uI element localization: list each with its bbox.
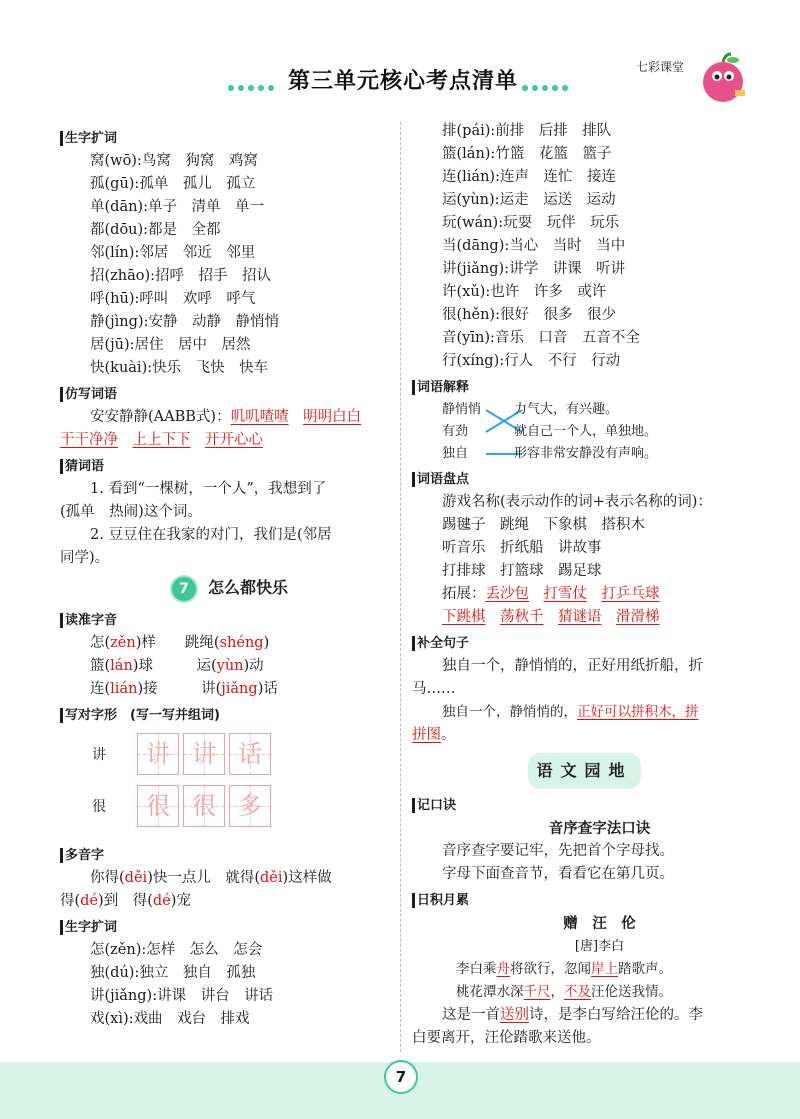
answer-word: 叽叽喳喳	[230, 409, 289, 425]
section-title: 多音字	[60, 845, 405, 867]
text: 运(	[196, 658, 217, 674]
tianzi-box: 多	[229, 785, 271, 827]
pinyin: děi	[124, 870, 148, 886]
pinyin: jiǎng	[221, 681, 258, 697]
pinyin: dé	[80, 893, 99, 909]
mnemonic-line: 音序查字要记牢，先把首个字母找。	[442, 843, 674, 859]
text: 将欲行，忽闻	[510, 961, 591, 977]
match-def: 力气大，有兴趣。	[514, 402, 619, 417]
pinyin: yùn	[216, 658, 244, 674]
guess-line: (孤单 热闹)这个词。	[60, 504, 202, 520]
text: )球	[132, 658, 153, 674]
text: )快一点儿 就得(	[147, 870, 261, 886]
section-title: 补全句子	[412, 633, 757, 655]
text: 跳绳(	[184, 635, 220, 651]
vocab-row: 许(xǔ):也许 许多 或许	[442, 284, 607, 300]
answer-text: 拼图	[412, 727, 441, 743]
games-ext-row	[412, 606, 757, 629]
apple-mascot-icon	[695, 50, 751, 106]
answer-word: 打雪仗	[543, 586, 587, 602]
garden-heading	[412, 753, 757, 789]
vocab-row: 邻(lín):邻居 邻近 邻里	[90, 245, 256, 261]
text: 诗，是李白写给汪伦的。李	[529, 1007, 703, 1023]
vocab-row: 招(zhāo):招呼 招手 招认	[90, 268, 272, 284]
text: 连(	[90, 681, 111, 697]
header-dots-left	[228, 76, 278, 84]
write-char: 很	[92, 799, 106, 815]
note-line	[412, 1004, 757, 1027]
vocab-row: 呼(hū):呼叫 欢呼 呼气	[90, 291, 256, 307]
text: 李白乘	[456, 961, 497, 977]
vocab-row: 讲(jiǎng):讲课 讲台 讲话	[90, 988, 274, 1004]
poem-line	[412, 958, 757, 981]
imitate-row-2	[60, 429, 405, 452]
games-row: 踢毽子 跳绳 下象棋 搭积木	[442, 517, 645, 533]
match-word: 独自	[442, 446, 469, 461]
section-title: 生字扩词	[60, 128, 405, 150]
write-subtitle: (写一写并组词)	[130, 708, 220, 723]
poem-title: 赠 汪 伦	[563, 915, 636, 932]
imitate-row-1	[60, 406, 405, 429]
header-dots-right	[522, 76, 572, 84]
section-title: 生字扩词	[60, 917, 405, 939]
text: 怎(	[90, 635, 111, 651]
answer-word: 干干净净	[60, 432, 118, 448]
note-line: 白要离开，汪伦踏歌来送他。	[412, 1030, 601, 1046]
vocab-row: 玩(wán):玩耍 玩伴 玩乐	[442, 215, 620, 231]
tianzi-box: 讲	[183, 733, 225, 775]
vocab-row: 窝(wō):鸟窝 狗窝 鸡窝	[90, 153, 258, 169]
tianzi-box: 很	[137, 785, 179, 827]
mnemonic-head: 音序查字法口诀	[548, 820, 651, 837]
lesson-title: 怎么都快乐	[208, 578, 289, 597]
vocab-row: 都(dōu):都是 全都	[90, 222, 221, 238]
poem-line	[412, 981, 757, 1004]
text: )	[263, 635, 270, 651]
vocab-row: 居(jū):居住 居中 居然	[90, 337, 251, 353]
section-title: 读准字音	[60, 610, 405, 632]
brand-label: 七彩课堂	[636, 60, 685, 74]
answer-word: 开开心心	[205, 432, 263, 448]
vocab-row: 快(kuài):快乐 飞快 快车	[90, 360, 269, 376]
text: 拓展：	[442, 586, 486, 602]
sentence-line	[412, 724, 757, 747]
vocab-row: 孤(gū):孤单 孤儿 孤立	[90, 176, 256, 192]
answer-text: 送别	[500, 1007, 529, 1023]
vocab-row: 排(pái):前排 后排 排队	[442, 123, 612, 139]
answer-text: 千尺	[523, 984, 551, 1000]
text: 汪伦送我情。	[591, 984, 672, 1000]
vocab-row: 独(dú):独立 独自 孤独	[90, 965, 256, 981]
sentence-line: 独自一个，静悄悄的，正好用纸折船，折	[442, 658, 703, 674]
answer-word: 打乒乓球	[601, 586, 660, 602]
vocab-row: 篮(lán):竹篮 花篮 篮子	[442, 146, 612, 162]
pinyin: děi	[260, 870, 283, 886]
tianzi-box: 很	[183, 785, 225, 827]
pron-row	[60, 632, 405, 655]
pron-row	[60, 678, 405, 701]
vocab-row: 运(yùn):运走 运送 运动	[442, 192, 616, 208]
right-column	[412, 120, 757, 1050]
text: )接	[137, 681, 158, 697]
match-word: 静悄悄	[442, 402, 482, 417]
match-left	[442, 399, 481, 465]
section-title: 词语盘点	[412, 469, 757, 491]
matching-exercise	[412, 399, 757, 465]
write-char: 讲	[92, 747, 106, 763]
answer-word: 滑滑梯	[616, 609, 660, 625]
pinyin: dé	[152, 893, 171, 909]
section-title: 记口诀	[412, 795, 757, 817]
poly-row	[60, 867, 405, 890]
section-title: 猜词语	[60, 456, 405, 478]
text: 得(	[60, 893, 81, 909]
answer-text: 正好可以拼积木，拼	[577, 704, 699, 720]
vocab-row: 戏(xì):戏曲 戏台 排戏	[90, 1011, 250, 1027]
guess-line: 1. 看到“一棵树，一个人”，我想到了	[90, 481, 327, 497]
text: 踏歌声。	[618, 961, 672, 977]
match-word: 有劲	[442, 424, 469, 439]
text: )样	[135, 635, 156, 651]
text: )这样做	[282, 870, 332, 886]
text: 这是一首	[442, 1007, 500, 1023]
pron-row	[60, 655, 405, 678]
guess-line: 同学)。	[60, 550, 110, 566]
answer-text: 不及	[564, 984, 591, 1000]
text: 你得(	[90, 870, 125, 886]
text: )到 得(	[98, 893, 153, 909]
page-number: 7	[384, 1060, 418, 1094]
text: ，	[550, 984, 564, 1000]
vocab-row: 讲(jiǎng):讲学 讲课 听讲	[442, 261, 626, 277]
tianzi-box: 讲	[137, 733, 179, 775]
guess-line: 2. 豆豆住在我家的对门，我们是(邻居	[90, 527, 332, 543]
tianzi-box: 话	[229, 733, 271, 775]
text: 桃花潭水深	[456, 984, 524, 1000]
match-def: 就自己一个人，单独地。	[514, 424, 658, 439]
games-row: 听音乐 折纸船 讲故事	[442, 540, 602, 556]
imitate-prefix: 安安静静(AABB式)：	[90, 409, 231, 425]
answer-word: 上上下下	[132, 432, 191, 448]
vocab-row: 当(dāng):当心 当时 当中	[442, 238, 626, 254]
text: )动	[243, 658, 264, 674]
games-ext-row	[412, 583, 757, 606]
vocab-row: 很(hěn):很好 很多 很少	[442, 307, 616, 323]
section-title: 仿写词语	[60, 384, 405, 406]
section-title: 日积月累	[412, 890, 757, 912]
garden-title: 语文园地	[528, 753, 640, 789]
answer-word: 下跳棋	[442, 609, 486, 625]
match-def: 形容非常安静没有声响。	[514, 446, 658, 461]
answer-word: 荡秋千	[500, 609, 544, 625]
write-grid-row	[60, 785, 405, 841]
text: 。	[441, 727, 456, 743]
sentence-line: 马……	[412, 681, 456, 697]
lesson-heading	[60, 570, 405, 606]
vocab-row: 静(jìng):安静 动静 静悄悄	[90, 314, 279, 330]
text: 讲(	[201, 681, 222, 697]
text: 篮(	[90, 658, 111, 674]
answer-word: 丢沙包	[485, 586, 529, 602]
answer-word: 明明白白	[303, 409, 362, 425]
vocab-row: 连(lián):连声 连忙 接连	[442, 169, 616, 185]
vocab-row: 单(dān):单子 清单 单一	[90, 199, 264, 215]
sentence-line	[412, 701, 757, 724]
vocab-row: 音(yīn):音乐 口音 五音不全	[442, 330, 640, 346]
lesson-number: 7	[170, 575, 198, 603]
section-title: 词语解释	[412, 377, 757, 399]
games-row: 打排球 打篮球 踢足球	[442, 563, 602, 579]
section-title	[60, 705, 405, 727]
answer-text: 岸上	[591, 961, 618, 977]
pinyin: lán	[110, 658, 133, 674]
poem-author: [唐]李白	[574, 939, 625, 954]
answer-text: 舟	[496, 961, 510, 977]
text: )话	[257, 681, 278, 697]
match-right	[514, 399, 657, 465]
games-intro: 游戏名称(表示动作的词+表示名称的词)：	[442, 494, 712, 510]
pinyin: zěn	[110, 635, 136, 651]
page-title: 第三单元核心考点清单	[288, 69, 519, 94]
poly-row	[60, 890, 405, 913]
text: )宠	[170, 893, 191, 909]
write-grid-row	[60, 733, 405, 785]
left-column	[60, 124, 405, 1031]
pinyin: lián	[110, 681, 138, 697]
vocab-row: 行(xíng):行人 不行 行动	[442, 353, 621, 369]
vocab-row: 怎(zěn):怎样 怎么 怎会	[90, 942, 263, 958]
pinyin: shéng	[219, 635, 264, 651]
write-title: 写对字形	[65, 708, 118, 723]
answer-word: 猜谜语	[558, 609, 602, 625]
mnemonic-line: 字母下面查音节，看看它在第几页。	[442, 866, 674, 882]
text: 独自一个，静悄悄的，	[442, 704, 577, 720]
